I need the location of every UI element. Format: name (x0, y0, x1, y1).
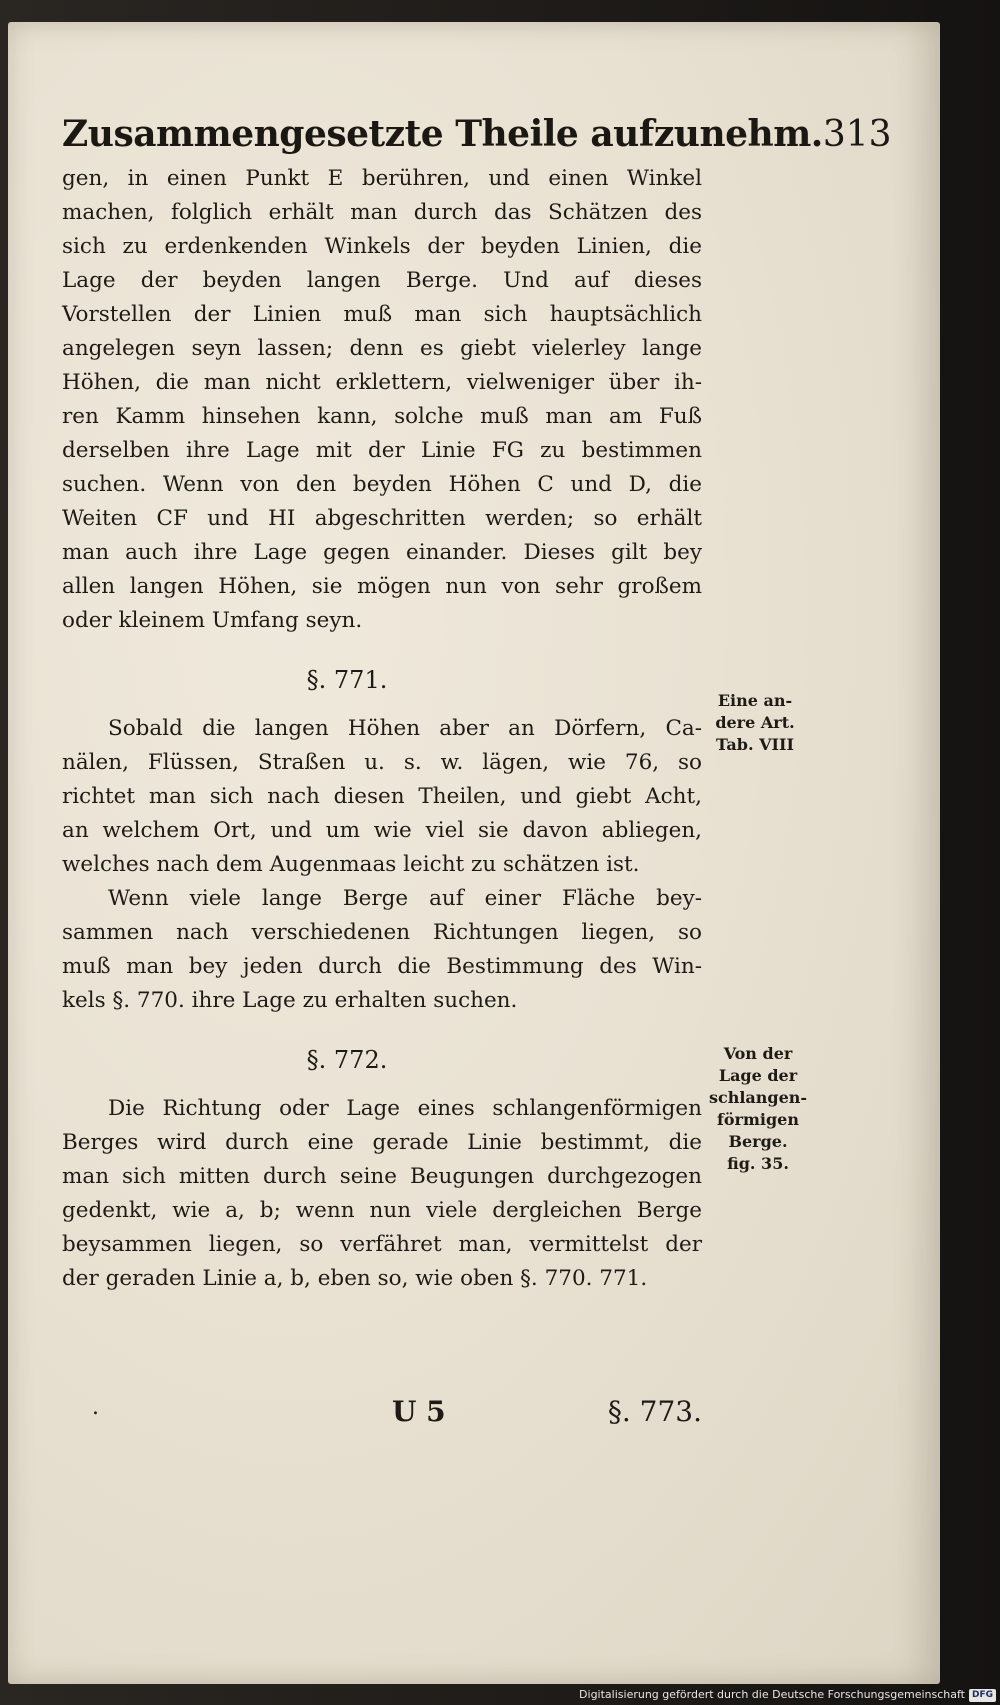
margin-note-line: Von der (723, 1044, 793, 1063)
section-heading-771: §. 771. (306, 666, 388, 694)
text-line: nälen, Flüssen, Straßen u. s. w. lägen, wie 76, so (62, 750, 702, 775)
text-line: machen, folglich erhält man durch das Schätzen des (62, 200, 702, 225)
dfg-logo: DFG (969, 1689, 996, 1702)
digitization-credit (579, 1687, 996, 1703)
text-line: beysammen liegen, so verfähret man, vermittelst der (62, 1232, 702, 1257)
text-line: muß man bey jeden durch die Bestimmung des Win- (62, 954, 702, 979)
text-line: Die Richtung oder Lage eines schlangenförmigen (108, 1096, 702, 1121)
text-line: Berges wird durch eine gerade Linie bestimmt, die (62, 1130, 702, 1155)
text-line: oder kleinem Umfang seyn. (62, 608, 363, 633)
text-line: Sobald die langen Höhen aber an Dörfern, Ca- (108, 716, 702, 741)
catchword: §. 773. (607, 1395, 702, 1428)
text-line: suchen. Wenn von den beyden Höhen C und D, die (62, 472, 702, 497)
text-line: der geraden Linie a, b, eben so, wie oben §. 770. 771. (62, 1266, 648, 1291)
text-line: gen, in einen Punkt E berühren, und einen Winkel (62, 166, 702, 191)
text-line: allen langen Höhen, sie mögen nun von sehr großem (62, 574, 702, 599)
text-line: kels §. 770. ihre Lage zu erhalten suchen. (62, 988, 518, 1013)
text-line: sammen nach verschiedenen Richtungen liegen, so (62, 920, 702, 945)
margin-note-line: schlangen- (708, 1088, 808, 1107)
text-line: an welchem Ort, und um wie viel sie davon abliegen, (62, 818, 702, 843)
footer-dot: . (92, 1395, 99, 1420)
text-line: derselben ihre Lage mit der Linie FG zu bestimmen (62, 438, 702, 463)
text-line: Vorstellen der Linien muß man sich hauptsächlich (62, 302, 702, 327)
text-line: gedenkt, wie a, b; wenn nun viele dergleichen Berge (62, 1198, 702, 1223)
margin-note-line: dere Art. (715, 713, 795, 732)
margin-note-line: förmigen (717, 1110, 799, 1129)
running-title: Zusammengesetzte Theile aufzunehm. (62, 113, 823, 155)
text-line: welches nach dem Augenmaas leicht zu schätzen ist. (62, 852, 640, 877)
text-line: Höhen, die man nicht erklettern, vielweniger über ih- (62, 370, 702, 395)
margin-note-771 (705, 690, 805, 756)
text-line: man auch ihre Lage gegen einander. Dieses gilt bey (62, 540, 702, 565)
text-line: angelegen seyn lassen; denn es giebt vielerley lange (62, 336, 702, 361)
margin-note-line: Eine an- (717, 691, 793, 710)
text-line: man sich mitten durch seine Beugungen durchgezogen (62, 1164, 702, 1189)
running-header (62, 105, 892, 155)
margin-note-772 (708, 1043, 808, 1175)
margin-note-line: Lage der (718, 1066, 798, 1085)
page-number: 313 (822, 114, 892, 155)
margin-note-line: Tab. VIII (716, 735, 794, 754)
signature-mark: U 5 (392, 1395, 446, 1428)
paragraph-771-a (62, 712, 702, 882)
page-footer (62, 1395, 702, 1435)
margin-note-line: Berge. (728, 1132, 788, 1151)
text-line: ren Kamm hinsehen kann, solche muß man am Fuß (62, 404, 702, 429)
text-line: Lage der beyden langen Berge. Und auf dieses (62, 268, 702, 293)
page-body (62, 162, 702, 1296)
text-line: richtet man sich nach diesen Theilen, und giebt Acht, (62, 784, 702, 809)
credit-text: Digitalisierung gefördert durch die Deutsche Forschungsgemeinschaft (579, 1688, 965, 1701)
margin-note-line: fig. 35. (727, 1154, 789, 1173)
text-line: sich zu erdenkenden Winkels der beyden Linien, die (62, 234, 702, 259)
text-line: Wenn viele lange Berge auf einer Fläche bey- (108, 886, 702, 911)
paragraph-771-b (62, 882, 702, 1018)
text-line: Weiten CF und HI abgeschritten werden; so erhält (62, 506, 702, 531)
paragraph-continued (62, 162, 702, 638)
paragraph-772 (62, 1092, 702, 1296)
section-heading-772: §. 772. (306, 1046, 388, 1074)
